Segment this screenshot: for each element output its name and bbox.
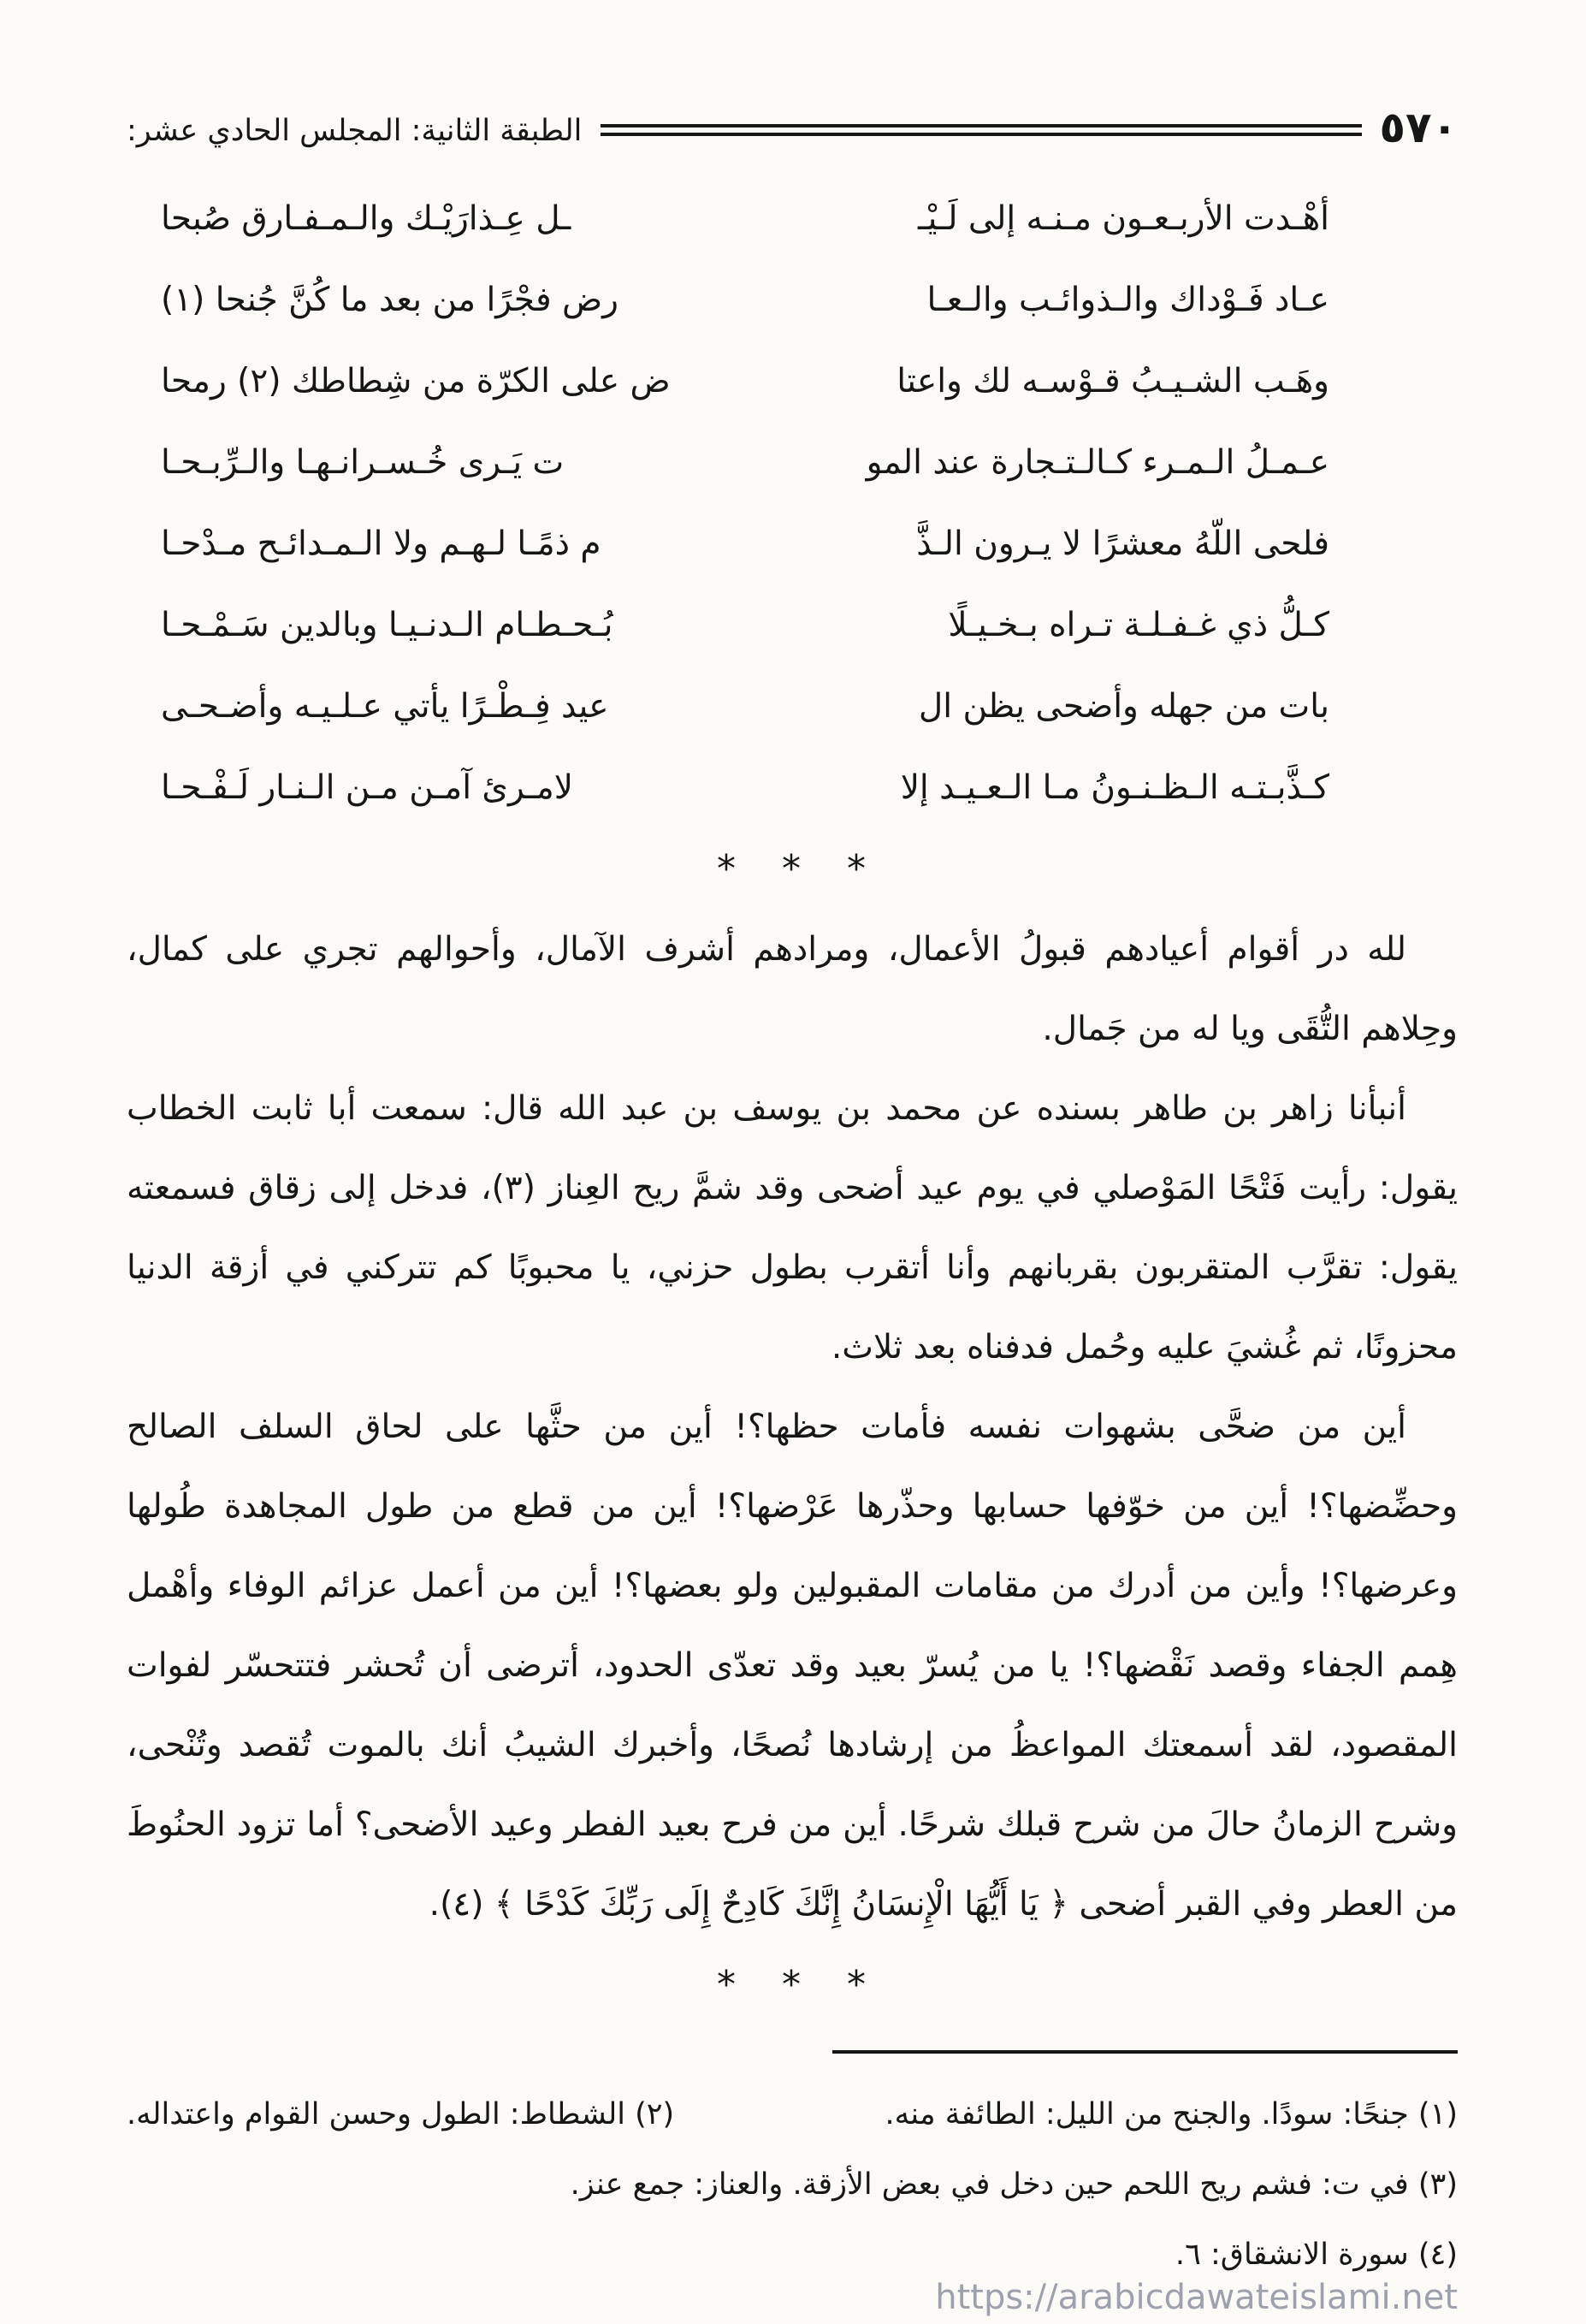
paragraph: أنبأنا زاهر بن طاهر بسنده عن محمد بن يوسف بن عبد الله قال: سمعت أبا ثابت الخطاب يقول: رأيت فَتْحًا المَوْصلي في يوم عيد أضحى وقد شمَّ ريح العِناز (٣)، فدخل إلى زقاق فسمعته يقول: تقرَّب المتقربون بقربانهم وأنا أتقرب بطول حزني، يا محبوبًا كم تتركني في أزقة الدنيا محزونًا، ثم غُشيَ عليه وحُمل فدفناه بعد ثلاث. [127,1089,1458,1367]
hemistich-first: كـذَّبـتـه الـظـنـونُ مـا الـعـيـد إلا [900,768,1329,807]
hemistich-second: ض على الكرّة من شِطاطك (٢) رمحا [161,362,671,400]
hemistich-first: وهَـب الشـيـبُ قـوْسـه لك واعتا [897,362,1329,400]
watermark-url: https://arabicdawateislami.net [935,2278,1458,2317]
footnote-item: (٤) سورة الانشقاق: ٦. [1175,2238,1458,2272]
poem-verse [161,178,1329,259]
poem-verse [161,503,1329,584]
header-rule-divider [601,124,1362,136]
poem-verse [161,341,1329,422]
section-separator: * * * [717,847,867,891]
page-number: ٥٧٠ [1379,103,1458,152]
hemistich-first: فلحى اللّهُ معشرًا لا يـرون الـذَّ [916,525,1329,563]
chapter-title: الطبقة الثانية: المجلس الحادي عشر: [127,114,583,148]
footnote-item: (٢) الشطاط: الطول وحسن القوام واعتداله. [127,2097,675,2131]
hemistich-second: عيد فِـطْـرًا يأتي عـلـيـه وأضـحـى [161,687,609,726]
footnote-divider [832,2050,1458,2054]
poem-verse [161,666,1329,747]
poem-verse [161,422,1329,503]
poem-verse [161,584,1329,666]
hemistich-first: أهْـدت الأربـعـون مـنـه إلى لَـيْـ [918,199,1329,238]
footnote-item: (١) جنحًا: سودًا. والجنح من الليل: الطائفة منه. [885,2097,1458,2131]
hemistich-first: بات من جهله وأضحى يظن ال [918,687,1329,726]
paragraph: أين من ضحَّى بشهوات نفسه فأمات حظها؟! أين من حثَّها على لحاق السلف الصالح وحضِّضها؟! أين من خوّفها حسابها وحذّرها عَرْضها؟! أين من قطع من طول المجاهدة طُولها وعرضها؟! وأين من أدرك من مقامات المقبولين ولو بعضها؟! أين من أعمل عزائم الوفاء وأهْمل هِمم الجفاء وقصد نَقْضها؟! يا من يُسرّ بعيد وقد تعدّى الحدود، أترضى أن تُحشر فتتحسّر لفوات المقصود، لقد أسمعتك المواعظُ من إرشادها نُصحًا، وأخبرك الشيبُ أنك بالموت تُقصد وتُنْحى، وشرح الزمانُ حالَ من شرح قبلك شرحًا. أين من فرح بعيد الفطر وعيد الأضحى؟ أما تزود الحنُوطَ من العطر وفي القبر أضحى ﴿ يَا أَيُّهَا الْإِنسَانُ إِنَّكَ كَادِحٌ إِلَى رَبِّكَ كَدْحًا ﴾ (٤). [127,1408,1458,1924]
poem-block [127,178,1458,828]
footnotes-section [127,2050,1458,2290]
hemistich-second: بُـحـطـام الـدنـيـا وبالدين سَـمْـحـا [161,606,613,644]
hemistich-second: لامـرئ آمـن مـن الـنـار لَـفْـحـا [161,768,574,807]
paragraph: لله در أقوام أعيادهم قبولُ الأعمال، ومرادهم أشرف الآمال، وأحوالهم تجري على كمال، وحِلاهم التُّقَى ويا له من جَمال. [127,930,1458,1048]
section-separator: * * * [717,1963,867,2007]
hemistich-second: ت يَـرى خُـسـرانـهـا والـرِّبـحـا [161,443,565,482]
hemistich-first: عـمـلُ الـمـرء كـالـتـجارة عند المو [866,443,1329,482]
hemistich-first: عـاد فَـوْداك والـذوائـب والـعـا [926,281,1329,319]
footnote-item: (٣) في ت: فشم ريح اللحم حين دخل في بعض الأزقة. والعناز: جمع عنز. [570,2167,1458,2202]
hemistich-second: ـل عِـذارَيْـك والـمـفـارق صُبحا [161,199,571,238]
hemistich-first: كـلُّ ذي غـفـلـة تـراه بـخـيـلًا [948,606,1329,644]
hemistich-second: رض فجْرًا من بعد ما كُنَّ جُنحا (١) [161,281,619,319]
poem-verse [161,259,1329,341]
hemistich-second: م ذمًـا لـهـم ولا الـمـدائـح مـدْحـا [161,525,601,563]
page-header [127,103,1458,152]
footnote-row [127,2079,1458,2149]
poem-verse [161,747,1329,828]
